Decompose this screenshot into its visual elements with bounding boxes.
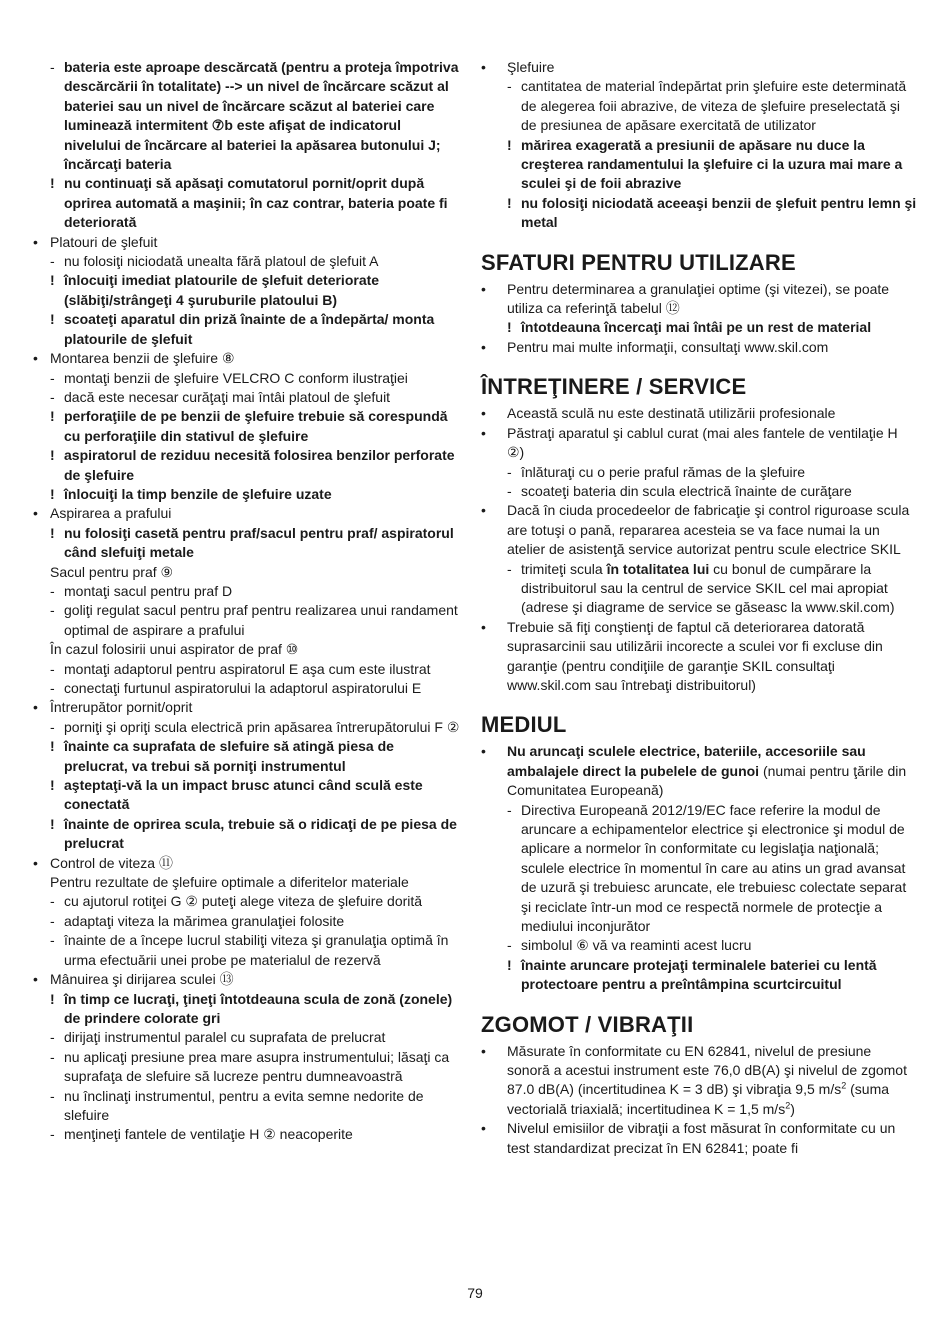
item-text: menţineţi fantele de ventilaţie H ② neacoperite bbox=[64, 1126, 353, 1143]
warning-marker: ! bbox=[50, 408, 55, 425]
item-text: montaţi sacul pentru praf D bbox=[64, 582, 233, 599]
warning-marker: ! bbox=[50, 777, 55, 794]
list-item bbox=[33, 446, 461, 485]
list-item bbox=[33, 990, 461, 1029]
superscript: 2 bbox=[785, 1100, 791, 1111]
item-text bbox=[507, 1042, 917, 1120]
dash-marker: - bbox=[50, 602, 55, 619]
section-gap bbox=[481, 995, 917, 1012]
list-item bbox=[33, 970, 461, 989]
list-item bbox=[33, 407, 461, 446]
item-text: Această sculă nu este destinată utilizării profesionale bbox=[507, 405, 836, 422]
list-item bbox=[33, 1087, 461, 1126]
dash-marker: - bbox=[50, 1029, 55, 1046]
list-item bbox=[33, 58, 461, 174]
list-item bbox=[33, 1125, 461, 1144]
item-text bbox=[507, 742, 917, 800]
list-item bbox=[33, 1048, 461, 1087]
item-text: aşteptaţi-vă la un impact brusc atunci când sculă este conectată bbox=[64, 777, 423, 813]
list-item bbox=[33, 504, 461, 523]
bullet-marker: • bbox=[33, 971, 38, 988]
warning-marker: ! bbox=[50, 447, 55, 464]
item-text: perforaţiile de pe benzii de şlefuire trebuie să corespundă cu perforaţiile din stativul de şlefuire bbox=[64, 408, 448, 444]
item-text bbox=[521, 560, 917, 618]
list-item bbox=[481, 936, 917, 955]
item-text: Trebuie să fiţi conştienţi de faptul că deteriorarea datorată suprasarcinii sau utilizării incorecte a sculei vor fi excluse din garanţie (pentru condiţiile de garanţie SKIL consultaţi www.skil.com sau întrebaţi distribuitorul) bbox=[507, 618, 883, 693]
item-text: înainte ca suprafata de slefuire să atingă piesa de prelucrat, va trebui să porniţi instrumentul bbox=[64, 738, 394, 774]
list-item bbox=[481, 136, 917, 194]
dash-marker: - bbox=[507, 560, 512, 577]
item-text: nu continuaţi să apăsaţi comutatorul pornit/oprit după oprirea automată a maşinii; în caz contrar, bateria poate fi deteriorată bbox=[64, 175, 448, 231]
list-item bbox=[33, 388, 461, 407]
list-item bbox=[481, 501, 917, 559]
list-item bbox=[481, 338, 917, 357]
warning-marker: ! bbox=[50, 272, 55, 289]
text-segment: în totalitatea lui bbox=[606, 560, 710, 577]
warning-marker: ! bbox=[507, 194, 512, 211]
list-item bbox=[33, 524, 461, 563]
warning-marker: ! bbox=[507, 136, 512, 153]
text-segment: Măsurate în conformitate cu EN 62841, nivelul de presiune sonoră a acestui instrument este 76,0 dB(A) şi nivelul de zgomot 87.0 dB(A) (incertitudinea K = 3 dB) şi vibraţia 9,5 m/s bbox=[507, 1042, 907, 1098]
item-text: Păstraţi aparatul şi cablul curat (mai ales fantele de ventilaţie H ②) bbox=[507, 424, 898, 461]
text-segment: ) bbox=[790, 1100, 795, 1117]
item-text: nu aplicaţi presiune prea mare asupra instrumentului; lăsaţi ca suprafaţa de slefuire să lucreze pentru dumneavoastră bbox=[64, 1048, 450, 1085]
dash-marker: - bbox=[50, 680, 55, 696]
item-text: nu folosiţi niciodată aceeaşi benzii de şlefuit pentru lemn şi metal bbox=[521, 194, 917, 231]
list-item bbox=[33, 271, 461, 310]
list-item bbox=[33, 931, 461, 970]
list-item bbox=[33, 252, 461, 271]
bullet-marker: • bbox=[481, 405, 486, 422]
list-item bbox=[33, 679, 461, 698]
warning-marker: ! bbox=[50, 175, 55, 192]
list-item bbox=[33, 873, 461, 892]
dash-marker: - bbox=[507, 801, 512, 818]
list-item bbox=[33, 776, 461, 815]
item-text: Platouri de şlefuit bbox=[50, 233, 158, 250]
item-text: Pentru determinarea a granulaţiei optime (şi vitezei), se poate utiliza ca referinţă tabelul ⑫ bbox=[507, 280, 890, 317]
item-text: montaţi benzii de şlefuire VELCRO C conform ilustraţiei bbox=[64, 369, 408, 386]
item-text: Directiva Europeană 2012/19/EC face referire la modul de aruncare a echipamentelor electrice şi electronice şi modul de aplicare a normelor în conformitate cu legislaţia naţională; sculele electrice în momentul în care au atins un grad avansat de uzură şi trebuiesc aruncate, ele trebuiesc colectate separat şi reciclate într-un mod ce respectă normele de protecţie a mediului inconjurător bbox=[521, 801, 907, 935]
superscript: 2 bbox=[841, 1080, 847, 1091]
bullet-marker: • bbox=[33, 699, 38, 716]
item-text: Control de viteza ⑪ bbox=[50, 854, 173, 871]
bullet-marker: • bbox=[33, 233, 38, 250]
bullet-marker: • bbox=[481, 618, 486, 635]
list-item bbox=[33, 854, 461, 873]
item-text: Mânuirea şi dirijarea sculei ⑬ bbox=[50, 971, 234, 988]
dash-marker: - bbox=[50, 388, 55, 405]
text-segment: Nu aruncaţi sculele electrice, bateriile, accesoriile sau ambalajele direct la pubelele de gunoi bbox=[507, 743, 866, 779]
dash-marker: - bbox=[50, 912, 55, 929]
item-text: înainte aruncare protejaţi terminalele bateriei cu lentă protectoare pentru a preîntâmpina scurtcircuitul bbox=[521, 956, 877, 993]
list-item bbox=[481, 618, 917, 696]
item-text: Şlefuire bbox=[507, 59, 555, 75]
text-segment: cu bonul de cumpărare la distribuitorul sau la centrul de service SKIL cel mai apropiat (adrese şi diagrame de service se găseasc la www.skil.com) bbox=[521, 560, 895, 616]
item-text: scoateţi bateria din scula electrică înainte de curăţare bbox=[521, 482, 852, 499]
item-text: Sacul pentru praf ⑨ bbox=[50, 563, 174, 580]
list-item bbox=[33, 1028, 461, 1047]
bullet-marker: • bbox=[33, 350, 38, 367]
item-text: întotdeauna încercaţi mai întâi pe un rest de material bbox=[521, 319, 872, 336]
bullet-marker: • bbox=[481, 280, 486, 297]
list-item bbox=[481, 560, 917, 618]
list-item bbox=[481, 404, 917, 423]
item-text: mărirea exagerată a presiunii de apăsare nu duce la creşterea randamentului la şlefuire ci la uzura mai mare a sculei şi de foii abrazive bbox=[521, 136, 903, 192]
item-text: porniţi şi opriţi scula electrică prin apăsarea întrerupătorului F ② bbox=[64, 718, 460, 735]
list-item bbox=[33, 737, 461, 776]
list-item bbox=[33, 718, 461, 737]
list-item bbox=[33, 174, 461, 232]
list-item bbox=[33, 640, 461, 659]
page-number: 79 bbox=[467, 1285, 483, 1301]
left-column bbox=[33, 58, 461, 1145]
bullet-marker: • bbox=[481, 502, 486, 519]
list-item bbox=[481, 956, 917, 995]
dash-marker: - bbox=[50, 1126, 55, 1143]
item-text: scoateţi aparatul din priză înainte de a îndepărta/ monta platourile de şlefuit bbox=[64, 311, 435, 347]
item-text: înlocuiţi la timp benzile de şlefuire uzate bbox=[64, 485, 332, 502]
list-item bbox=[33, 563, 461, 582]
item-text: bateria este aproape descărcată (pentru a proteja împotriva descărcării în totalitate) --> un nivel de încărcare scăzut al bateriei sau un nivel de încărcare scăzut al bateriei care luminează intermitent ⑦b este afişat de indicatorul nivelului de încărcare al bateriei la apăsarea butonului J; încărcaţi bateria bbox=[64, 59, 459, 173]
item-text: adaptaţi viteza la mărimea granulaţiei folosite bbox=[64, 912, 345, 929]
item-text: În cazul folosirii unui aspirator de praf ⑩ bbox=[50, 641, 299, 658]
item-text: Aspirarea a prafului bbox=[50, 505, 172, 522]
item-text: dacă este necesar curăţaţi mai întâi platoul de şlefuit bbox=[64, 388, 391, 405]
item-text: în timp ce lucraţi, ţineţi întotdeauna scula de zonă (zonele) de prindere colorate gri bbox=[64, 990, 453, 1026]
item-text: conectaţi furtunul aspiratorului la adaptorul aspiratorului E bbox=[64, 680, 422, 696]
item-text: goliţi regulat sacul pentru praf pentru realizarea unui randament optimal de aspirare a prafului bbox=[64, 602, 458, 638]
dash-marker: - bbox=[50, 582, 55, 599]
list-item bbox=[481, 58, 917, 77]
list-item bbox=[481, 1042, 917, 1120]
bullet-marker: • bbox=[481, 1042, 486, 1059]
warning-marker: ! bbox=[50, 485, 55, 502]
dash-marker: - bbox=[50, 369, 55, 386]
dash-marker: - bbox=[50, 932, 55, 949]
text-segment: (numai pentru ţările din Comunitatea Europeană) bbox=[507, 762, 907, 799]
section-heading: MEDIUL bbox=[481, 712, 567, 738]
item-text: înlocuiţi imediat platourile de şlefuit deteriorate (slăbiţi/strângeţi 4 şuruburile platoului B) bbox=[64, 272, 380, 308]
bullet-marker: • bbox=[481, 743, 486, 760]
bullet-marker: • bbox=[481, 424, 486, 441]
item-text: nu folosiţi casetă pentru praf/sacul pentru praf/ aspiratorul când slefuiţi metale bbox=[64, 524, 454, 561]
warning-marker: ! bbox=[50, 990, 55, 1007]
text-segment: (suma vectorială triaxială; incertitudinea K = 1,5 m/s bbox=[507, 1081, 890, 1117]
section-heading: ZGOMOT / VIBRAŢII bbox=[481, 1011, 694, 1037]
item-text: cu ajutorul rotiţei G ② puteţi alege viteza de şlefuire dorită bbox=[64, 893, 423, 910]
item-text: dirijaţi instrumentul paralel cu suprafata de prelucrat bbox=[64, 1029, 386, 1046]
warning-marker: ! bbox=[507, 319, 512, 336]
dash-marker: - bbox=[50, 1087, 55, 1104]
item-text: nu folosiţi niciodată unealta fără platoul de şlefuit A bbox=[64, 253, 379, 270]
list-item bbox=[481, 280, 917, 319]
dash-marker: - bbox=[50, 1048, 55, 1065]
dash-marker: - bbox=[50, 59, 55, 75]
item-text: înainte de a începe lucrul stabiliţi viteza şi granulaţia optimă în urma efectuării unei probe pe materialul de rezervă bbox=[64, 932, 449, 968]
item-text: înainte de oprirea scula, trebuie să o ridicaţi de pe piesa de prelucrat bbox=[64, 815, 457, 852]
item-text: Dacă în ciuda procedeelor de fabricaţie şi control riguroase scula are totuşi o pană, repararea acesteia se va face numai la un atelier de asistenţă service autorizat pentru scule electrice SKIL bbox=[507, 502, 910, 558]
item-text: Pentru mai multe informaţii, consultaţi www.skil.com bbox=[507, 338, 829, 355]
list-item bbox=[481, 424, 917, 463]
bullet-marker: • bbox=[481, 59, 486, 75]
warning-marker: ! bbox=[50, 524, 55, 541]
text-segment: trimiteţi scula bbox=[521, 560, 607, 577]
item-text: Nivelul emisiilor de vibraţii a fost măsurat în conformitate cu un test standardizat precizat în EN 62841; poate fi bbox=[507, 1120, 896, 1156]
list-item bbox=[481, 1119, 917, 1158]
section-heading: ÎNTREŢINERE / SERVICE bbox=[481, 374, 747, 400]
item-text: înlăturaţi cu o perie praful rămas de la şlefuire bbox=[521, 463, 806, 480]
list-item bbox=[33, 698, 461, 717]
list-item bbox=[33, 369, 461, 388]
list-item bbox=[33, 485, 461, 504]
right-column bbox=[481, 58, 917, 1158]
warning-marker: ! bbox=[50, 738, 55, 755]
list-item bbox=[33, 892, 461, 911]
warning-marker: ! bbox=[50, 815, 55, 832]
section-gap bbox=[481, 357, 917, 374]
warning-marker: ! bbox=[507, 956, 512, 973]
list-item bbox=[481, 194, 917, 233]
bullet-marker: • bbox=[481, 1120, 486, 1137]
list-item bbox=[33, 310, 461, 349]
bullet-marker: • bbox=[33, 505, 38, 522]
section-gap bbox=[481, 233, 917, 250]
item-text: montaţi adaptorul pentru aspiratorul E aşa cum este ilustrat bbox=[64, 660, 431, 677]
list-item bbox=[33, 660, 461, 679]
item-text: simbolul ⑥ vă va reaminti acest lucru bbox=[521, 937, 752, 954]
dash-marker: - bbox=[50, 893, 55, 910]
item-text: Pentru rezultate de şlefuire optimale a diferitelor materiale bbox=[50, 874, 409, 891]
section-gap bbox=[481, 695, 917, 712]
list-item bbox=[481, 463, 917, 482]
list-item bbox=[481, 801, 917, 937]
dash-marker: - bbox=[50, 253, 55, 270]
list-item bbox=[481, 742, 917, 800]
dash-marker: - bbox=[50, 718, 55, 735]
section-heading: SFATURI PENTRU UTILIZARE bbox=[481, 249, 796, 275]
list-item bbox=[33, 349, 461, 368]
dash-marker: - bbox=[507, 937, 512, 954]
list-item bbox=[33, 815, 461, 854]
item-text: cantitatea de material îndepărtat prin şlefuire este determinată de alegerea foii abrazive, de viteza de şlefuire preselectată şi de presiunea de apăsare exercitată de utilizator bbox=[521, 78, 907, 134]
item-text: Întrerupător pornit/oprit bbox=[50, 699, 193, 716]
dash-marker: - bbox=[507, 78, 512, 95]
list-item bbox=[33, 601, 461, 640]
item-text: nu înclinaţi instrumentul, pentru a evita semne nedorite de slefuire bbox=[64, 1087, 424, 1123]
item-text: Montarea benzii de şlefuire ⑧ bbox=[50, 350, 235, 367]
list-item bbox=[33, 912, 461, 931]
item-text: aspiratorul de reziduu necesită folosirea benzilor perforate de şlefuire bbox=[64, 447, 455, 483]
list-item bbox=[33, 582, 461, 601]
dash-marker: - bbox=[50, 660, 55, 677]
warning-marker: ! bbox=[50, 311, 55, 328]
list-item bbox=[481, 77, 917, 135]
list-item bbox=[481, 482, 917, 501]
bullet-marker: • bbox=[33, 854, 38, 871]
bullet-marker: • bbox=[481, 338, 486, 355]
list-item bbox=[481, 318, 917, 337]
dash-marker: - bbox=[507, 482, 512, 499]
list-item bbox=[33, 233, 461, 252]
dash-marker: - bbox=[507, 463, 512, 480]
